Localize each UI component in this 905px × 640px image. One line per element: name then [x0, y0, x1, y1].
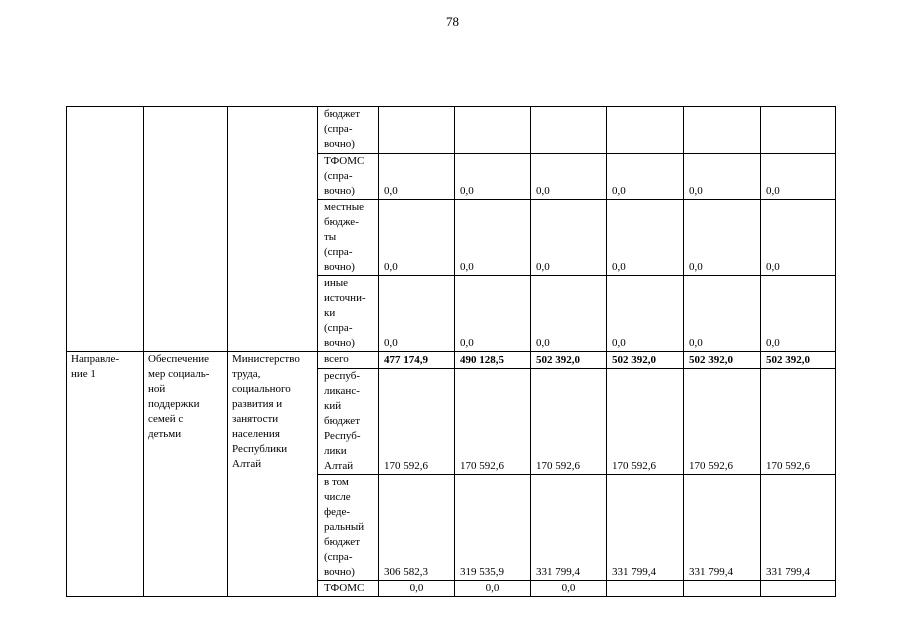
funding-source: респуб- ликанс- кий бюджет Респуб- лики Алтай: [318, 369, 379, 475]
value-cell: 0,0: [531, 200, 607, 276]
value-cell: 331 799,4: [531, 475, 607, 581]
value-cell: 170 592,6: [684, 369, 761, 475]
value-cell: [607, 581, 684, 597]
direction-cell: [67, 107, 144, 352]
funding-source: ТФОМС: [318, 581, 379, 597]
value-cell: 0,0: [531, 581, 607, 597]
table-row: [67, 352, 836, 369]
direction-name: Направле- ние 1: [67, 352, 144, 597]
value-cell: 0,0: [607, 154, 684, 200]
value-cell: [607, 107, 684, 154]
value-cell: [379, 107, 455, 154]
value-cell: 0,0: [607, 200, 684, 276]
value-cell: 0,0: [379, 154, 455, 200]
direction-title: Обеспечение мер социаль- ной поддержки семей с детьми: [144, 352, 228, 597]
direction-executor: Министерство труда, социального развития и занятости населения Республики Алтай: [228, 352, 318, 597]
total-value-cell: 477 174,9: [379, 352, 455, 369]
executor-cell: [228, 107, 318, 352]
value-cell: [684, 107, 761, 154]
value-cell: 170 592,6: [531, 369, 607, 475]
total-value-cell: 502 392,0: [607, 352, 684, 369]
total-value-cell: 502 392,0: [761, 352, 836, 369]
funding-source: всего: [318, 352, 379, 369]
funding-source: ТФОМС (спра- вочно): [318, 154, 379, 200]
value-cell: 0,0: [684, 200, 761, 276]
value-cell: 319 535,9: [455, 475, 531, 581]
value-cell: 0,0: [379, 581, 455, 597]
value-cell: 0,0: [684, 154, 761, 200]
value-cell: [531, 107, 607, 154]
value-cell: 170 592,6: [455, 369, 531, 475]
value-cell: 0,0: [761, 154, 836, 200]
total-value-cell: 502 392,0: [531, 352, 607, 369]
value-cell: 0,0: [761, 276, 836, 352]
value-cell: 0,0: [684, 276, 761, 352]
title-cell: [144, 107, 228, 352]
value-cell: 0,0: [455, 154, 531, 200]
value-cell: 306 582,3: [379, 475, 455, 581]
value-cell: 0,0: [761, 200, 836, 276]
page-number: 78: [446, 14, 459, 29]
value-cell: 0,0: [531, 276, 607, 352]
value-cell: 331 799,4: [607, 475, 684, 581]
total-value-cell: 490 128,5: [455, 352, 531, 369]
value-cell: [761, 107, 836, 154]
funding-source: иные источни- ки (спра- вочно): [318, 276, 379, 352]
value-cell: 0,0: [455, 200, 531, 276]
value-cell: 0,0: [531, 154, 607, 200]
value-cell: [761, 581, 836, 597]
value-cell: 170 592,6: [761, 369, 836, 475]
value-cell: 170 592,6: [379, 369, 455, 475]
funding-source: в том числе феде- ральный бюджет (спра- вочно): [318, 475, 379, 581]
value-cell: 0,0: [607, 276, 684, 352]
budget-table: [66, 106, 836, 597]
value-cell: [455, 107, 531, 154]
value-cell: 0,0: [455, 276, 531, 352]
funding-source: бюджет (спра- вочно): [318, 107, 379, 154]
value-cell: 0,0: [379, 276, 455, 352]
table-row: [67, 107, 836, 154]
total-value-cell: 502 392,0: [684, 352, 761, 369]
value-cell: 0,0: [455, 581, 531, 597]
value-cell: 331 799,4: [761, 475, 836, 581]
value-cell: 0,0: [379, 200, 455, 276]
value-cell: [684, 581, 761, 597]
funding-source: местные бюдже- ты (спра- вочно): [318, 200, 379, 276]
value-cell: 170 592,6: [607, 369, 684, 475]
value-cell: 331 799,4: [684, 475, 761, 581]
